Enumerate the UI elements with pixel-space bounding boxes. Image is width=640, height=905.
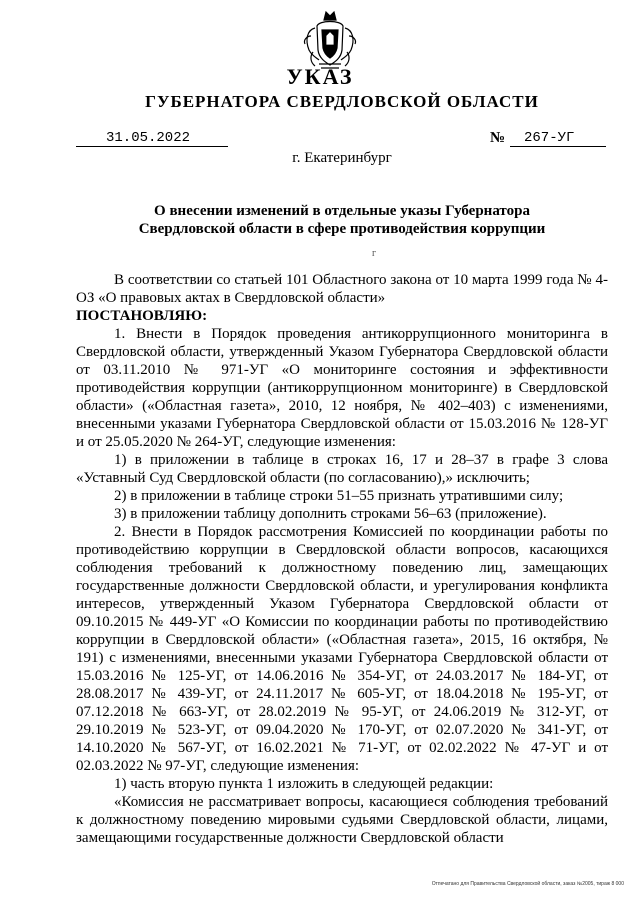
paragraph-2-quote: «Комиссия не рассматривает вопросы, касающиеся соблюдения требований к должностному поведению мировыми судьями Свердловской области, лицами, замещающими государственные должности Свердловской области [76, 794, 608, 846]
print-footer: Отпечатано для Правительства Свердловской области, заказ №2005, тираж 8 000 [431, 881, 624, 887]
document-body [76, 271, 608, 847]
paragraph-2-item-1: 1) часть вторую пункта 1 изложить в следующей редакции: [114, 776, 494, 792]
document-number: 267-УГ [510, 130, 606, 147]
paragraph-1: 1. Внести в Порядок проведения антикоррупционного мониторинга в Свердловской области, утвержденный Указом Губернатора Свердловской области от 03.11.2010 № 971-УГ «О мониторинге состояния и эффективности противодействия коррупции (антикоррупционном мониторинге) в Свердловской области» («Областная газета», 2010, 12 ноября, № 402–403) с изменениями, внесенными указами Губернатора Свердловской области от 15.03.2016 № 128-УГ и от 25.05.2020 № 264-УГ, следующие изменения: [76, 326, 608, 450]
intro-paragraph: В соответствии со статьей 101 Областного закона от 10 марта 1999 года № 4-ОЗ «О правовых актах в Свердловской области» [76, 272, 608, 306]
document-title: УКАЗ [286, 64, 354, 89]
document-city: г. Екатеринбург [292, 150, 392, 166]
document-subject [80, 202, 604, 238]
subject-line-2: Свердловской области в сфере противодействия коррупции [138, 221, 546, 237]
document-date: 31.05.2022 [76, 130, 228, 147]
paragraph-1-item-1: 1) в приложении в таблице в строках 16, 17 и 28–37 в графе 3 слова «Уставный Суд Свердловской области (по согласованию),» исключить; [76, 452, 608, 486]
coat-of-arms-emblem [297, 6, 363, 72]
paragraph-1-item-2: 2) в приложении в таблице строки 51–55 признать утратившими силу; [114, 488, 564, 504]
decree-heading: ПОСТАНОВЛЯЮ: [76, 308, 208, 324]
subject-line-1: О внесении изменений в отдельные указы Губернатора [154, 203, 530, 219]
handwritten-mark: г [372, 248, 377, 259]
paragraph-2: 2. Внести в Порядок рассмотрения Комиссией по координации работы по противодействию коррупции в Свердловской области вопросов, касающихся соблюдения требований к должностному поведению лиц, замещающих государственные должности Свердловской области, и урегулирования конфликта интересов, утвержденный Указом Губернатора Свердловской области от 09.10.2015 № 449-УГ «О Комиссии по координации работы по противодействию коррупции в Свердловской области» («Областная газета», 2015, 16 октября, № 191) с изменениями, внесенными указами Губернатора Свердловской области от 15.03.2016 № 125-УГ, от 14.06.2016 № 354-УГ, от 24.03.2017 № 184-УГ, от 28.08.2017 № 439-УГ, от 24.11.2017 № 605-УГ, от 18.04.2018 № 195-УГ, от 07.12.2018 № 663-УГ, от 28.02.2019 № 95-УГ, от 24.06.2019 № 312-УГ, от 29.10.2019 № 523-УГ, от 09.04.2020 № 170-УГ, от 02.07.2020 № 341-УГ, от 14.10.2020 № 567-УГ, от 16.02.2021 № 71-УГ, от 02.02.2022 № 47-УГ и от 02.03.2022 № 97-УГ, следующие изменения: [76, 524, 608, 774]
number-label: № [490, 130, 506, 146]
paragraph-1-item-3: 3) в приложении таблицу дополнить строками 56–63 (приложение). [114, 506, 547, 522]
document-subtitle: ГУБЕРНАТОРА СВЕРДЛОВСКОЙ ОБЛАСТИ [145, 92, 539, 111]
